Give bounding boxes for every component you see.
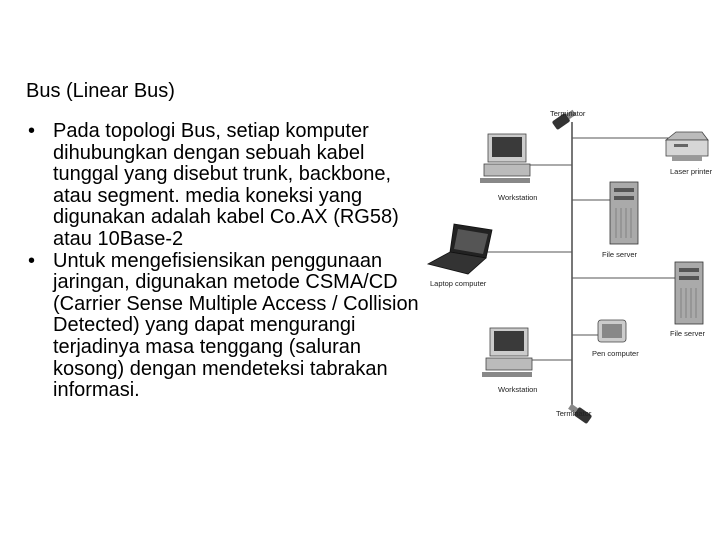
bullet-item-1: • Pada topologi Bus, setiap komputer dihubungkan dengan sebuah kabel tunggal yang disebut trunk, backbone, atau segment. media koneksi yang digunakan adalah kabel Co.AX (RG58) atau 10Base-2 — [28, 121, 428, 251]
pen-computer-icon — [598, 320, 626, 342]
label-laser-printer: Laser printer — [670, 167, 713, 176]
label-file-server-2: File server — [670, 329, 706, 338]
label-file-server-1: File server — [602, 250, 638, 259]
slide-title: Bus (Linear Bus) — [26, 80, 175, 102]
file-server-2-icon — [675, 262, 703, 324]
workstation-bottom-icon — [482, 328, 532, 377]
label-workstation-top: Workstation — [498, 193, 538, 202]
label-laptop: Laptop computer — [430, 279, 487, 288]
bus-topology-diagram — [420, 100, 720, 430]
workstation-top-icon — [480, 134, 530, 183]
bullet-list — [28, 121, 428, 402]
label-terminator-bottom: Terminator — [556, 409, 592, 418]
file-server-1-icon — [610, 182, 638, 244]
label-workstation-bottom: Workstation — [498, 385, 538, 394]
label-terminator-top: Terminator — [550, 109, 586, 118]
laptop-icon — [428, 224, 492, 274]
bullet-item-2: • Untuk mengefisiensikan penggunaan jaringan, digunakan metode CSMA/CD (Carrier Sense Multiple Access / Collision Detected) yang dapat mengurangi terjadinya masa tenggang (saluran kosong) dengan mendeteksi tabrakan informasi. — [28, 251, 428, 402]
label-pen-computer: Pen computer — [592, 349, 639, 358]
laser-printer-icon — [666, 132, 708, 161]
